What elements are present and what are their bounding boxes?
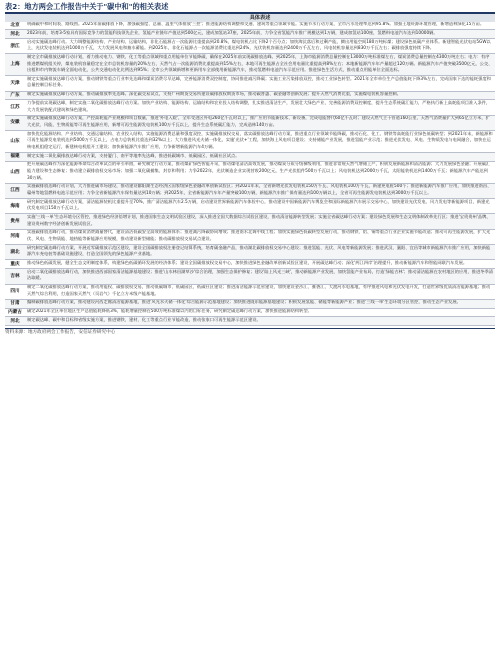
province-cell: 广东 [5,91,25,100]
table-row [5,317,495,326]
table-row [5,284,495,299]
table-row [5,22,495,30]
statement-cell: 制定二氧化碳排放达峰行动方案，推动用能权、碳排放权交易，推动低碳城市、低碳园区、低碳社区建设；推进清洁能源示范省建设，加快建设金沙江、雅砻江、大渡河水电基地，有序推进风电和光伏发电开发，打造世界级优质清洁能源基地；推动天然气综合利用，打造国家天然气（页岩气）千亿立方米级产能基地。 [25,284,495,299]
province-cell: 海南 [5,199,25,214]
statement-cell: 编制碳排放达峰行动方案，推动建设河西走廊清洁能源基地，推进'风光水火储一体化'综合能源示范基地建设；加快推进陇东能源基地建设；积极发展氢能、储能等新能源产业；推进'三线一单'生态环境分区管控，推动生态产业发展。 [25,299,495,308]
province-cell: 吉林 [5,269,25,284]
table-row [5,115,495,130]
province-cell: 江苏 [5,100,25,115]
table-row [5,308,495,317]
table-row [5,91,495,100]
province-cell: 山东 [5,131,25,153]
statement-cell: 研究制定碳达峰行动方案，开展近零碳排放示范区建设，建设全国碳排放权注册登记结算系统，培育碳金融产品，推动湖北碳排放权交易中心建设；推进氢能、光伏、风电等新能源发展；推进武汉、襄阳、宜昌等城市新能源汽车推广应用，加快新能源汽车充电桩等基础设施建设，打造全国领先的绿色能源产业基地。 [25,245,495,260]
table-row [5,183,495,198]
province-cell: 河南 [5,229,25,244]
statement-cell: 明确碳中和时间表、路线图。2025年前碳排放下降，加强碳强度、总量、温室气体排放'三控'；推进能源结构调整和交通、建筑等重点领域节能。实施节水行动方案，全市污水处理率达到95.8%。加强土地资源环境管理，新增造林绿化15万亩。 [25,22,495,30]
statement-cell: 确定2021年全区单位地区生产总值能耗降低3%，能耗增量控制在500万吨标准煤以内的目标任务，研究制定碳达峰行动方案，加快推进能源结构转型。 [25,308,495,317]
table-row [5,39,495,54]
province-cell: 江西 [5,183,25,198]
province-cell: 浙江 [5,39,25,54]
province-cell: 贵州 [5,214,25,229]
table-row [5,245,495,260]
statement-cell: 力争提前实现碳达峰，制定实施二氧化碳排放达峰行动方案。加快产业结构、能源结构、运输结构和农业投入结构调整，扎实推进清洁生产，发展壮大绿色产业，完善能源消费双控制度，提升生态系统碳汇能力，严格执行新上高耗能项目准入条件，大力发展装配式建筑和绿色建筑。 [25,100,495,115]
statement-cell: 启动实施碳达峰行动。大力调整能源结构、产业结构、运输结构，非化石能源占一次能源比重提高到20.8%，煤电装机占比下降2个百分点；加快淘汰落后和过剩产能，腾出用能空间180万吨标煤；建设绿色低碳产业体系。新建智能光伏电站5GW以上，光伏发电装机达到1000万千瓦，大力发展风电和抽水蓄能。到2025年，非化石能源占一次能源消费比重达到24%，光伏装机容量达到2400万千瓦左右，风电装机容量达到830万千瓦左右；碳排放强度持续下降。 [25,39,495,54]
statement-cell: 实施碳排放达峰行动，推动煤炭消费减量替代，建设清洁低碳安全高效的能源体系；推进减污降碳协同增效；推进南水北调中线工程；加快实施绿色低碳转型发展行动，推动钢铁、铝、铜等重点行业企业实施节能改造；推动可再生能源发展，扩大光伏、风电、生物质能、地热能等新能源应用规模，推动建设新型储能；推动碳排放权交易试点建设。 [25,229,495,244]
table-row [5,269,495,284]
province-cell: 湖北 [5,245,25,260]
table-title: 表2：地方两会工作报告中关于"碳中和"的相关表述 [5,2,169,11]
header-province [5,14,25,22]
statements-table [5,14,495,327]
table-row [5,76,495,91]
province-cell: 天津 [5,76,25,91]
source-note: 资料来源：地方政府两会工作报告，安信证券研究中心 [5,330,116,336]
statement-cell: 制定实施二氧化碳排放达峰行动方案，支持厦门、南平等地率先达峰，推进低碳城市、低碳园区、低碳社区试点。 [25,153,495,162]
table-header-row [5,14,495,22]
statement-cell: 制定实施碳排放达峰行动方案，推动碳排放率先达峰。深化碳交易试点，支持广州期货交易所建设碳排放权期货市场，推动碳普惠、碳金融等创新发展；提升天然气消费比重，实施煤电装机容量控制。 [25,91,495,100]
province-cell: 河北 [5,317,25,326]
table-row [5,161,495,183]
statement-cell: 研究制定碳排放达峰行动方案，清洁能源装机比重提升至70%，推广清洁能源汽车2.5万辆，启动建设世界新能源汽车体验中心，推动建设中国新能源汽车博览会和国际新能源汽车展示交易中心，加快建设光伏发电、风力发电等新能源项目，新建光伏发电项目150万千瓦以上。 [25,199,495,214]
table-row [5,30,495,39]
statement-cell: 制定碳达峰、碳中和目标和省级实施方案，推进钢铁、建材、化工等重点行业节能改造，推动张家口可再生能源示范区建设。 [25,317,495,326]
province-cell: 安徽 [5,115,25,130]
table-row [5,299,495,308]
table-body [5,22,495,326]
province-cell: 内蒙古 [5,308,25,317]
table-row [5,153,495,162]
province-cell: 重庆 [5,260,25,269]
statement-cell: 2023年前，培育3-5家具有国际竞争力的氢能科技领先企业，氢能产业链年产值达到500亿元，建成加氢站37座，2025年前，力争全省氢能汽车推广规模达到1万辆，建成加氢站100座，氢燃料电池汽车达到10000辆。 [25,30,495,39]
statement-cell: 把开展碳达峰作为深化能源革命综合改革试点的牵引举措，研究制定行动方案，推动煤矿绿色智能开采，推动煤电清洁高效发展，推动煤炭分质分级梯级利用，推进非常规天然气增储上产，积极发展新能源和清洁能源；大力发展绿色金融；开展碳汇能力建设和生态修复；推动建立碳排放权交易市场；加强二氧化碳捕集、封存和利用；力争2022年，光伏制造企业实现营收200亿元，生产光伏组件500万千瓦以上；风电装机达到2000万千瓦，太阳能装机达到1400万千瓦；新能源汽车产能达到30万辆。 [25,161,495,183]
table-row [5,54,495,76]
table-row [5,214,495,229]
statement-cell: 加快优化能源结构、产业结构、交通运输结构、农业投入结构，实施能源消费总量和强度双控，实施碳排放权交易，落实碳排放达峰行动方案，推进重点行业领域节能降碳，推动石化、化工、钢铁等高耗能行业绿色低碳转型；到2021年末，新能源和可再生能源发电装机达到5000万千瓦以上，占电力总装机比重达到32%以上；大力推进风光火储一体化，实施'光伏+'工程，加快海上风电项目建设；支持储能产业发展，推进氢能产业示范；推进光伏发电、风电、生物质发电与电网融合，加快在运核电机组稳定运行，新建核电机组开工建设；加快新能源汽车推广应用，力争新增新能源汽车4万辆。 [25,131,495,153]
province-cell: 甘肃 [5,299,25,308]
header-statement: 具体表述 [25,14,495,22]
table-row [5,100,495,115]
statement-cell: 启动二氧化碳排放达峰行动，加快推进西部国家清洁能源基地建设；推进'山水林田湖草沙'综合治理，加强生态保护修复；建设'陆上风光三峡'，推动新能源产业发展，加快氢能产业布局，打造'绿能吉林'；推动清洁能源在农村地区的应用，推进冬季清洁取暖。 [25,269,495,284]
statement-cell: 制定全市碳排放达峰行动计划，着力推动电力、钢铁、化工等重点领域和重点用能单位节能降碳，确保在2025年前实现碳排放达峰。到2025年，上海市能源消费总量控制在13000万吨标准煤左右，煤炭消费总量控制在4300万吨左右；电力：有序推进燃煤机组关停，煤电装机容量稳定在全市总装机容量的20%左右，天然气占一次能源消费比重提高到15%左右，本地可再生能源占全社会用电量比重提高到8%左右；本地新能源汽车年产量超过120万辆。新能源汽车产值突破3500亿元，公交、出租和市内物流车辆全面电动化，公共交通电动化比例达到95%；全市公共领域新增和更新用车全部使用新能源汽车，推动氢燃料电池汽车示范应用。推进绿色生活方式，推动重点用能单位全面达标。 [25,54,495,76]
table-row [5,229,495,244]
province-cell: 上海 [5,54,25,76]
statement-cell: 实施碳排放达峰行动计划，大力推进碳市场建设，推动建设鄱阳湖生态经济区国家级绿色金融改革创新试验区；到2021年末，全省新增光伏发电装机150万千瓦、风电装机100万千瓦，新建充电桩500个；推进新能源汽车推广应用，加快推进南昌、赣州等地氢燃料电池示范应用；力争全省新能源汽车保有量达到10万辆；到2025年，全省新能源汽车年产量突破100万辆，新能源汽车推广保有量达到100万辆以上，全省可再生能源发电装机达到3000万千瓦以上。 [25,183,495,198]
table-row [5,131,495,153]
province-cell: 四川 [5,284,25,299]
province-cell: 山西 [5,161,25,183]
statement-cell: 制定实施碳排放达峰行动方案，严控高耗能产业规模和项目数量，推进'外电入皖'，全年受进区外电260亿千瓦时以上，推广应用节能新技术、新设备，完成电能替代60亿千瓦时；建设天然气主干管道160公里，天然气消费量扩大到65亿立方米，扩大光伏、风能、生物质能等可再生能源应用，新增可再生能源发电装机100万千瓦以上，提升生态系统碳汇能力，完成造林140万亩。 [25,115,495,130]
province-cell: 福建 [5,153,25,162]
province-cell: 河北 [5,30,25,39]
table-row [5,199,495,214]
province-cell: 北京 [5,22,25,30]
statement-cell: 制定实施碳排放达峰行动方案，推动钢铁等重点行业率先达峰和煤炭消费尽早达峰，完善能源消费双控制度，协同推进减污降碳；实施工业污染排放双控，推动工业绿色转型。2021年全市单位生产总值能耗下降3%左右，完成国家下达的能耗强度和总量控制目标任务。 [25,76,495,91]
table-row [5,260,495,269]
statement-cell: 实施'三线一单'生态环境分区管控，推进绿色经济倍增计划，推进国家生态文明试验区建设，深入推进全国大数据综合试验区建设，推动清洁能源转型发展；实施全省碳达峰行动方案；建设绿色发展和生态文明体制改革先行区；推进'宝贵贵州'品牌，建设贵州数字经济创新发展试验区。 [25,214,495,229]
statement-cell: 推动绿色低碳发展，健全生态文明制度体系，构建绿色低碳循环发展的经济体系；建设全国碳排放权交易中心，加快推进绿色金融改革创新试验区建设，开展碳达峰行动；深化'两江四岸'治理提升，推动新能源汽车和智能网联汽车发展。 [25,260,495,269]
